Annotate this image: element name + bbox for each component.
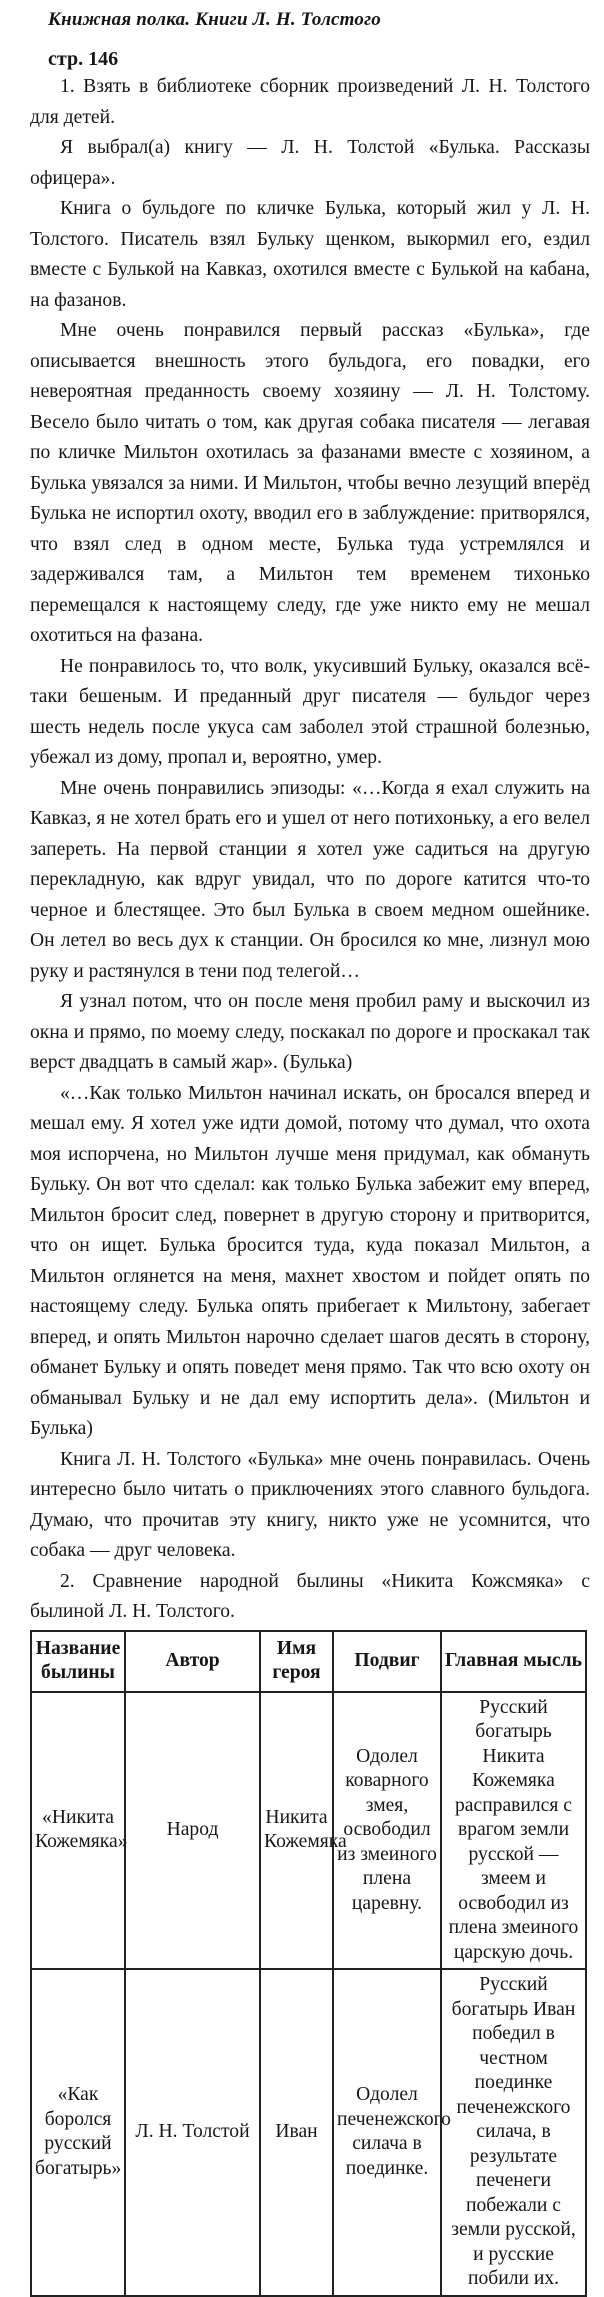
table-row <box>31 1692 586 1970</box>
paragraph: Мне очень понравился первый рассказ «Булька», где описывается внешность этого бульдога, его повадки, его невероятная преданность своему хозяину — Л. Н. Толстому. Весело было читать о том, как другая собака писателя — легавая по кличке Мильтон охотилась за фазанами вместе с хозяином, а Булька увязался за ними. И Мильтон, чтобы вечно лезущий вперёд Булька не испортил охоту, вводил его в заблуждение: притворялся, что взял след в одном месте, Булька туда устремлялся и задерживался там, а Мильтон тем временем тихонько перемещался к настоящему следу, где уже никто ему не мешал охотиться на фазана. <box>30 320 590 646</box>
column-header-main-idea: Главная мысль <box>441 1631 586 1692</box>
table-cell: «Как боролся русский богатырь» <box>31 1969 125 2296</box>
page-number: стр. 146 <box>48 48 119 70</box>
column-header-feat: Подвиг <box>333 1631 441 1692</box>
table-cell: Никита Кожемяка <box>260 1692 333 1970</box>
paragraph: Не понравилось то, что волк, укусивший Бульку, оказался всё-таки бешеным. И преданный друг писателя — бульдог через шесть недель после укуса сам заболел этой страшной болезнью, убежал из дому, пропал и, вероятно, умер. <box>30 655 590 768</box>
table-cell: Русский богатырь Никита Кожемяка расправился с врагом земли русской — змеем и освободил из плена змеиного царскую дочь. <box>441 1692 586 1970</box>
table-cell: Л. Н. Толстой <box>125 1969 260 2296</box>
table-header-row <box>31 1631 586 1692</box>
paragraph: Книга Л. Н. Толстого «Булька» мне очень понравилась. Очень интересно было читать о приключениях этого славного бульдога. Думаю, что прочитав эту книгу, никто уже не усомнится, что собака — друг человека. <box>30 1448 590 1561</box>
table-cell: Одолел коварного змея, освободил из змеиного плена царевну. <box>333 1692 441 1970</box>
table-cell: «Никита Кожемяка» <box>31 1692 125 1970</box>
column-header-author: Автор <box>125 1631 260 1692</box>
body-text <box>30 72 590 1628</box>
paragraph: «…Как только Мильтон начинал искать, он бросался вперед и мешал ему. Я хотел уже идти домой, потому что думал, что охота моя испорчена, но Мильтон лучше меня придумал, как обмануть Бульку. Он вот что сделал: как только Булька забежит ему вперед, Мильтон бросит след, повернет в другую сторону и притворится, что он ищет. Булька бросится туда, куда показал Мильтон, а Мильтон оглянется на меня, махнет хвостом и пойдет опять по настоящему следу. Булька опять прибегает к Мильтону, забегает вперед, и опять Мильтон нарочно сделает шагов десять в сторону, обманет Бульку и опять поведет меня прямо. Так что всю охоту он обманывал Бульку и не дал ему испортить дела». (Мильтон и Булька) <box>30 1082 590 1439</box>
paragraph: 2. Сравнение народной былины «Никита Кожсмяка» с былиной Л. Н. Толстого. <box>30 1570 590 1622</box>
table-cell: Народ <box>125 1692 260 1970</box>
paragraph: Книга о бульдоге по кличке Булька, который жил у Л. Н. Толстого. Писатель взял Бульку щенком, выкормил его, ездил вместе с Булькой на Кавказ, охотился вместе с Булькой на кабана, на фазанов. <box>30 198 590 311</box>
column-header-hero-name: Имя героя <box>260 1631 333 1692</box>
table-cell: Русский богатырь Иван победил в честном поединке печенежского силача, в результате печенеги побежали с земли русской, и русские побили их. <box>441 1969 586 2296</box>
paragraph: 1. Взять в библиотеке сборник произведений Л. Н. Толстого для детей. <box>30 76 590 128</box>
paragraph: Мне очень понравились эпизоды: «…Когда я ехал служить на Кавказ, я не хотел брать его и ушел от него потихоньку, а его велел запереть. На первой станции я хотел уже садиться на другую перекладную, как вдруг увидал, что по дороге катится что-то черное и блестящее. Это был Булька в своем медном ошейнике. Он летел во весь дух к станции. Он бросился ко мне, лизнул мою руку и растянулся в тени под телегой… <box>30 777 590 982</box>
comparison-table <box>30 1630 587 2297</box>
page-header: Книжная полка. Книги Л. Н. Толстого <box>48 9 381 30</box>
paragraph: Я узнал потом, что он после меня пробил раму и выскочил из окна и прямо, по моему следу, поскакал по дороге и проскакал так верст двадцать в самый жар». (Булька) <box>30 991 590 1073</box>
table-row <box>31 1969 586 2296</box>
table-cell: Иван <box>260 1969 333 2296</box>
paragraph: Я выбрал(а) книгу — Л. Н. Толстой «Булька. Рассказы офицера». <box>30 137 590 189</box>
table-cell: Одолел печенежского силача в поединке. <box>333 1969 441 2296</box>
column-header-bylina-name: Название былины <box>31 1631 125 1692</box>
